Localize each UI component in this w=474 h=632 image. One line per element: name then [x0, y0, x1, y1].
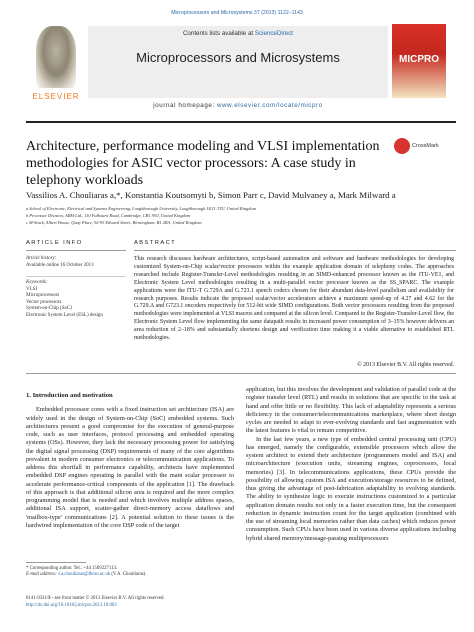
footnote-rule — [26, 562, 86, 563]
section-title: 1. Introduction and motivation — [26, 392, 113, 399]
elsevier-tree-icon — [36, 26, 76, 88]
body-paragraph: Embedded processor cores with a fixed instruction set architecture (ISA) are widely used in the design of System-on-Chip (SoC) embedded systems. Such architectures present a good compromise for the execution of general-purpose code, such as user interfaces, protocol processing and embedded operating systems (OSs). However, they lack the necessary processing power for satisfying the digital signal processing (DSP) requirements of many of the core algorithms prevalent in modern consumer electronics or telecommunication applications. To address this shortfall in performance capability, architects have implemented embedded DSP engines operating in parallel with the main scalar processor to accelerate performance-critical components of the application [1]. The drawback of this approach is that additional silicon area is required and the more complex programming model that is needed and which involves multiple address spaces, additional ISA support, scatter-gather direct-memory access dataflows and 'mailbox-type' communications [2]. A potential solution to these issues is the hardwired implementation of the core DSP code of the target — [26, 406, 234, 529]
footnote — [26, 566, 234, 578]
article-history — [26, 256, 126, 269]
left-column — [26, 392, 234, 530]
journal-banner — [88, 26, 388, 98]
crossmark-badge[interactable] — [394, 138, 446, 160]
keyword-item: VLSI — [26, 286, 38, 292]
article-info-heading: ARTICLE INFO — [26, 240, 83, 246]
journal-masthead — [30, 22, 446, 112]
body-paragraph: application, but this involves the development and validation of parallel code at the register transfer level (RTL) and results in solutions that are specific to the task at hand and offer little or no flexibility. This lack of adaptability represents a serious deficiency in the consumer/telecommunications marketplace, where short design cycles are needed to adapt to ever-evolving standards and fast augmentation with the latest features is vital to remain competitive. — [246, 386, 456, 435]
keyword-item: Electronic System Level (ESL) design — [26, 312, 103, 318]
cover-title: MICPRO — [399, 54, 439, 65]
homepage-link[interactable]: www.elsevier.com/locate/micpro — [217, 102, 323, 109]
header-rule — [26, 121, 456, 123]
history-divider — [26, 276, 126, 277]
email-line — [26, 572, 234, 578]
keyword-item: Microprocessors — [26, 293, 60, 299]
journal-citation[interactable]: Microprocessors and Microsystems 37 (2013) 1122–1143 — [171, 10, 303, 16]
affiliation-b: b Processor Division, ARM Ltd., 110 Fulbourn Road, Cambridge, CB1 9NJ, United Kingdom — [26, 213, 191, 218]
crossmark-label: CrossMark — [412, 143, 439, 149]
corresponding-author-note: * Corresponding author. Tel.: +44 1509227113. — [26, 566, 118, 571]
journal-cover-image — [392, 24, 446, 98]
right-column — [246, 386, 456, 543]
journal-title: Microprocessors and Microsystems — [136, 50, 340, 65]
info-rule — [26, 250, 126, 251]
elsevier-logo — [30, 22, 82, 108]
doi-link[interactable]: http://dx.doi.org/10.1016/j.micpro.2013.10.003 — [26, 603, 117, 608]
homepage-prefix: journal homepage: — [153, 102, 218, 109]
email-suffix: (V.A. Chouliaras). — [110, 572, 147, 578]
keywords-label: Keywords: — [26, 280, 48, 285]
contents-prefix: Contents lists available at — [182, 30, 255, 37]
email-link[interactable]: v.a.chouliaras@lboro.ac.uk — [57, 572, 111, 578]
crossmark-icon — [394, 138, 410, 154]
abstract-rule — [134, 250, 456, 251]
keyword-item: System-on-Chip (SoC) — [26, 306, 72, 312]
affiliation-a: a School of Electronic, Electrical and Systems Engineering, Loughborough University, Loughborough LE11 3TU, United Kingdom — [26, 206, 256, 211]
abstract-heading: ABSTRACT — [134, 240, 177, 246]
author-list: Vassilios A. Chouliaras a,*, Konstantia Koutsomyti b, Simon Parr c, David Mulvaney a, Mark Milward a — [26, 190, 396, 200]
publisher-name: ELSEVIER — [32, 92, 80, 101]
body-paragraph: In the last few years, a new type of embedded central processing unit (CPU) has emerged, namely the configurable, extensible processors which allow the system architect to extend their architecture (programmers model and ISA) and microarchitecture (execution units, streaming engines, coprocessors, local memories) [3]. In telecommunications applications, these CPUs provide the possibility of allowing custom ISA and execution/storage resources to be defined, thus giving the advantage of post-fabrication adaptability to evolving standards. The ability to synthesize logic to execute instructions customized to a particular application domain results not only in a faster execution time, but the consequent reduction in dynamic instruction count for the target application (combined with the use of streaming local memories rather than data caches) which reduces power consumption. Such CPUs have been used in various diverse applications including hybrid shared memory/message-passing multiprocessors — [246, 435, 456, 542]
front-matter-notice: 0141-9331/$ - see front matter © 2013 Elsevier B.V. All rights reserved. — [26, 596, 165, 601]
copyright-notice: © 2013 Elsevier B.V. All rights reserved. — [357, 362, 454, 368]
abstract-text: This research discusses hardware architectures, script-based automation and software and hardware methodologies for developing customized System-on-Chip scalar/vector processors within the example application domain of telephony codes. The approaches researched include Register-Transfer-Level methodologies resulting in an SIMD-enhanced processor known as the ITU-VE1, and Electronic System Level methodologies resulting in a multi-parallel vector processor known as the SS_SPARC. The example applications were the ITU-T G.729A and G.723.1 speech codecs chosen for their abundant data-level parallelism and availability for research purposes. Results indicate the proposed scalar/vector accelerators achieve a maximum speed-up of 4.27 and 4.62 for the G.729.A and G723.1 encoders respectively for 512-bit wide SIMD configurations. Both vector processors resulting from the proposed methodologies were implemented at VLSI macros and compared at the silicon level. Compared to the Register-Transfer-Level flow, the Electronic System Level flow implementing the same datapath results in increased power consumption of 3–15% however delivers an area reduction of 2–18% and substantially shortens design and verification time making it a viable alternative to established RTL methodologies. — [134, 256, 454, 342]
affiliation-c: c M-Stack, Albert House, Quay Place, 92-93 Edward Street, Birmingham, B1 2RA, United Kingdom — [26, 220, 202, 225]
email-label: E-mail address: — [26, 572, 58, 578]
keyword-item: Vector processors — [26, 299, 62, 305]
keywords-block — [26, 280, 126, 320]
contents-line — [88, 30, 388, 37]
history-label: Article history: — [26, 256, 57, 261]
history-value: Available online 16 October 2013 — [26, 262, 94, 268]
sciencedirect-link[interactable]: ScienceDirect — [254, 30, 294, 37]
article-title: Architecture, performance modeling and VLSI implementation methodologies for ASIC vector processors: A case study in telephony workloads — [26, 139, 380, 188]
journal-homepage — [88, 102, 388, 109]
abstract-bottom-rule — [26, 373, 456, 374]
